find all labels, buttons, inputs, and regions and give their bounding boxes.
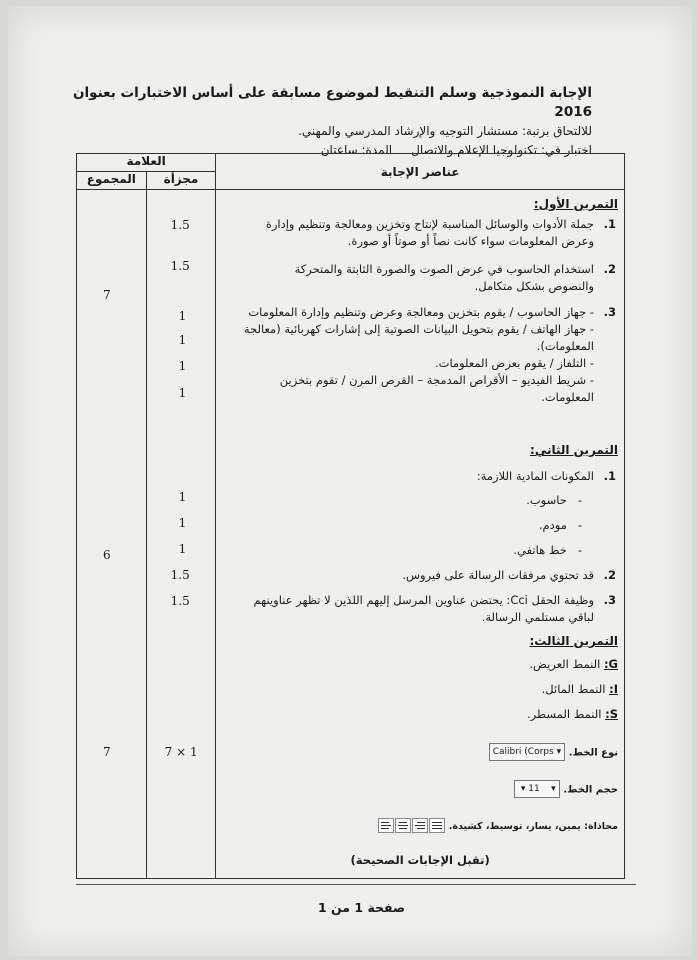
font-size-value: 11 [528, 784, 540, 794]
ex1-q1-text: جملة الأدوات والوسائل المناسبة لإنتاج وتخزين ومعالجة وتنظيم وإدارة وعرض المعلومات سواء كانت نصاً أو صوتاً أو صورة. [265, 217, 594, 248]
mark-ex1-q1: 1.5 [170, 218, 190, 232]
ex1-q1-number: 1. [603, 217, 616, 231]
document-subtitle: للالتحاق برتبة: مستشار التوجيه والإرشاد المدرسي والمهني. [298, 124, 592, 138]
ex1-q3-item-storage: - شريط الفيديو – الأقراص المدمجة – القرص المرن / تقوم بتخزين المعلومات. [279, 373, 594, 404]
header-partial: مجزأة [146, 172, 216, 190]
accept-correct-answers-note: (تقبل الإجابات الصحيحة) [350, 853, 490, 867]
mark-ex2-q2: 1.5 [170, 568, 190, 582]
total-marks-cell [77, 190, 147, 879]
ex2-answer-2 [234, 567, 616, 584]
align-center-icon [395, 818, 411, 833]
chevron-down-icon: ▾ [520, 784, 526, 794]
ex3-bold [529, 656, 618, 673]
ex2-q2-text: قد تحتوي مرفقات الرسالة على فيروس. [402, 568, 594, 582]
answers-cell [216, 190, 625, 879]
mark-ex1-q2: 1.5 [170, 259, 190, 273]
ex2-item-modem: - مودم. [538, 518, 582, 532]
align-left-icon [378, 818, 394, 833]
footer-rule [76, 884, 636, 885]
font-name-combo [489, 743, 565, 761]
align-justify-icon [429, 818, 445, 833]
ex2-answer-1 [234, 468, 616, 485]
partial-marks-cell [146, 190, 216, 879]
mark-ex2-item1: 1 [178, 490, 187, 504]
ex2-q3-text: وظيفة الحقل Cci: يحتضن عناوين المرسل إليهم اللذين لا تظهر عناوينهم لباقي مستلمي الرسالة. [253, 593, 594, 624]
ex3-font-size-label: حجم الخط. [563, 784, 618, 796]
ex3-italic [542, 681, 618, 698]
mark-ex2-q3: 1.5 [170, 594, 190, 608]
ex3-italic-key: I: [609, 682, 618, 696]
ex1-answer-3 [234, 304, 616, 406]
mark-ex2-item2: 1 [178, 516, 187, 530]
document-title: الإجابة النموذجية وسلم التنقيط لموضوع مسابقة على أساس الاختبارات بعنوان 2016 [73, 85, 592, 120]
ex2-item-line: - خط هاتفي. [513, 543, 582, 557]
page-number: صفحة 1 من 1 [318, 900, 406, 915]
ex1-q3-item-computer: - جهاز الحاسوب / يقوم بتخزين ومعالجة وعرض وتنظيم وإدارة المعلومات [248, 305, 594, 319]
ex3-bold-text: النمط العريض. [529, 657, 601, 671]
ex3-underline-text: النمط المسطر. [527, 707, 602, 721]
ex2-answer-3 [249, 592, 616, 626]
exercise-3-title: التمرين الثالث: [529, 634, 618, 648]
ex1-answer-1 [234, 216, 616, 250]
ex3-bold-key: G: [603, 657, 618, 671]
exercise-2-title: التمرين الثاني: [530, 443, 618, 457]
ex3-font-type [489, 743, 618, 762]
ex1-q3-number: 3. [603, 305, 616, 319]
font-name-value: Calibri (Corps [492, 747, 554, 757]
ex2-item-computer-text: حاسوب. [526, 493, 567, 507]
ex1-q2-text: استخدام الحاسوب في عرض الصوت والصورة الثابتة والمتحركة والنصوص بشكل متكامل. [294, 262, 594, 293]
ex3-alignment [377, 817, 618, 835]
ex1-answer-2 [254, 261, 616, 295]
ex3-italic-text: النمط المائل. [541, 682, 606, 696]
mark-ex1-q3d: 1 [178, 386, 187, 400]
exam-duration: المدة: ساعتان [320, 143, 393, 157]
mark-ex1-q3b: 1 [178, 333, 187, 347]
header-answer-elements: عناصر الإجابة [216, 154, 625, 190]
ex2-q3-number: 3. [603, 593, 616, 607]
ex2-item-modem-text: مودم. [538, 518, 567, 532]
ex2-q1-number: 1. [603, 469, 616, 483]
answer-grid [76, 153, 625, 879]
exam-subject: اختبار في: تكنولوجيا الإعلام والاتصال [411, 143, 592, 157]
header-total: المجموع [77, 172, 147, 190]
chevron-down-icon: ▾ [556, 747, 562, 757]
mark-ex1-q3a: 1 [178, 309, 187, 323]
ex2-q2-number: 2. [603, 568, 616, 582]
ex3-alignment-label: محاذاة: يمين، يسار، توسيط، كشيدة. [448, 821, 618, 832]
mark-ex2-item3: 1 [178, 542, 187, 556]
ex3-underline-key: S: [605, 707, 618, 721]
align-right-icon [412, 818, 428, 833]
ex1-q2-number: 2. [603, 262, 616, 276]
ex2-item-computer: - حاسوب. [526, 493, 582, 507]
document-header [72, 84, 592, 160]
mark-ex3: 1 × 7 [164, 745, 198, 759]
ex2-q1-text: المكونات المادية اللازمة: [476, 469, 594, 483]
chevron-down-icon: ▾ [551, 784, 556, 794]
ex3-font-size [514, 780, 618, 799]
total-ex3: 7 [103, 745, 111, 759]
mark-ex1-q3c: 1 [178, 359, 187, 373]
ex1-q3-item-phone: - جهاز الهاتف / يقوم بتحويل البيانات الصوتية إلى إشارات كهربائية (معالجة المعلومات). [243, 322, 594, 353]
ex2-item-line-text: خط هاتفي. [513, 543, 567, 557]
alignment-buttons [377, 817, 445, 834]
exercise-1-title: التمرين الأول: [533, 197, 618, 211]
font-size-combo [514, 780, 560, 798]
header-grade: العلامة [77, 154, 216, 172]
total-ex2: 6 [103, 548, 111, 562]
ex3-font-type-label: نوع الخط. [568, 747, 618, 759]
ex3-underline [527, 706, 618, 723]
total-ex1: 7 [103, 288, 111, 302]
ex1-q3-item-tv: - التلفاز / يقوم بعرض المعلومات. [434, 356, 594, 370]
